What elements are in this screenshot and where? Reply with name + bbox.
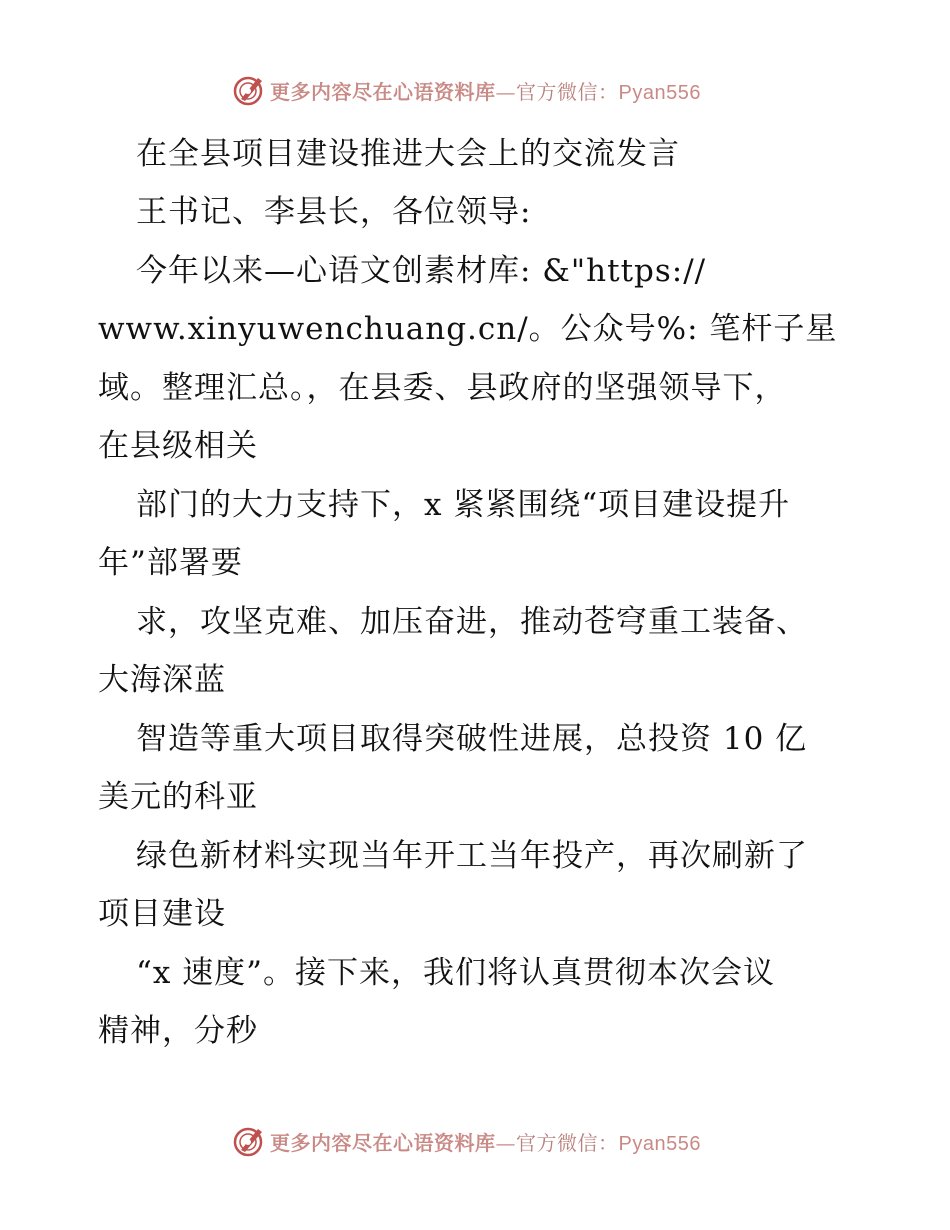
body-line: 大海深蓝 bbox=[98, 662, 226, 698]
body-line: 绿色新材料实现当年开工当年投产，再次刷新了 bbox=[136, 838, 808, 874]
body-line: 年”部署要 bbox=[98, 545, 243, 581]
document-title: 在全县项目建设推进大会上的交流发言 bbox=[136, 136, 680, 172]
body-line: 项目建设 bbox=[98, 896, 226, 932]
body-line: 域。整理汇总。，在县委、县政府的坚强领导下， bbox=[98, 370, 787, 406]
body-line: 求，攻坚克难、加压奋进，推动苍穹重工装备、 bbox=[136, 604, 808, 640]
header-banner bbox=[0, 70, 950, 110]
banner-content bbox=[232, 1121, 701, 1161]
body-line: www.xinyuwenchuang.cn/。公众号%: 笔杆子星 bbox=[98, 311, 838, 347]
banner-slogan: 更多内容尽在心语资料库 bbox=[270, 79, 496, 104]
body-line: 今年以来—心语文创素材库: &"https:// bbox=[136, 253, 707, 289]
body-line: “x 速度”。接下来，我们将认真贯彻本次会议 bbox=[136, 955, 776, 991]
banner-dash: — bbox=[495, 1130, 516, 1155]
banner-wechat-id: Pyan556 bbox=[618, 1132, 701, 1155]
banner-wechat-label: 官方微信： bbox=[516, 1130, 619, 1155]
banner-slogan: 更多内容尽在心语资料库 bbox=[270, 1130, 496, 1155]
body-line: 部门的大力支持下，x 紧紧围绕“项目建设提升 bbox=[136, 487, 791, 523]
banner-text bbox=[270, 76, 701, 105]
body-line: 精神，分秒 bbox=[98, 1013, 258, 1049]
body-line: 在县级相关 bbox=[98, 428, 258, 464]
body-line: 智造等重大项目取得突破性进展，总投资 10 亿 bbox=[136, 721, 808, 757]
banner-wechat-id: Pyan556 bbox=[618, 81, 701, 104]
salutation-line: 王书记、李县长，各位领导: bbox=[136, 194, 532, 230]
footer-banner bbox=[0, 1121, 950, 1161]
banner-text bbox=[270, 1127, 701, 1156]
pen-logo-icon bbox=[232, 1124, 266, 1158]
banner-wechat-label: 官方微信： bbox=[516, 79, 619, 104]
banner-content bbox=[232, 70, 701, 110]
pen-logo-icon bbox=[232, 73, 266, 107]
body-line: 美元的科亚 bbox=[98, 779, 258, 815]
banner-dash: — bbox=[495, 79, 516, 104]
